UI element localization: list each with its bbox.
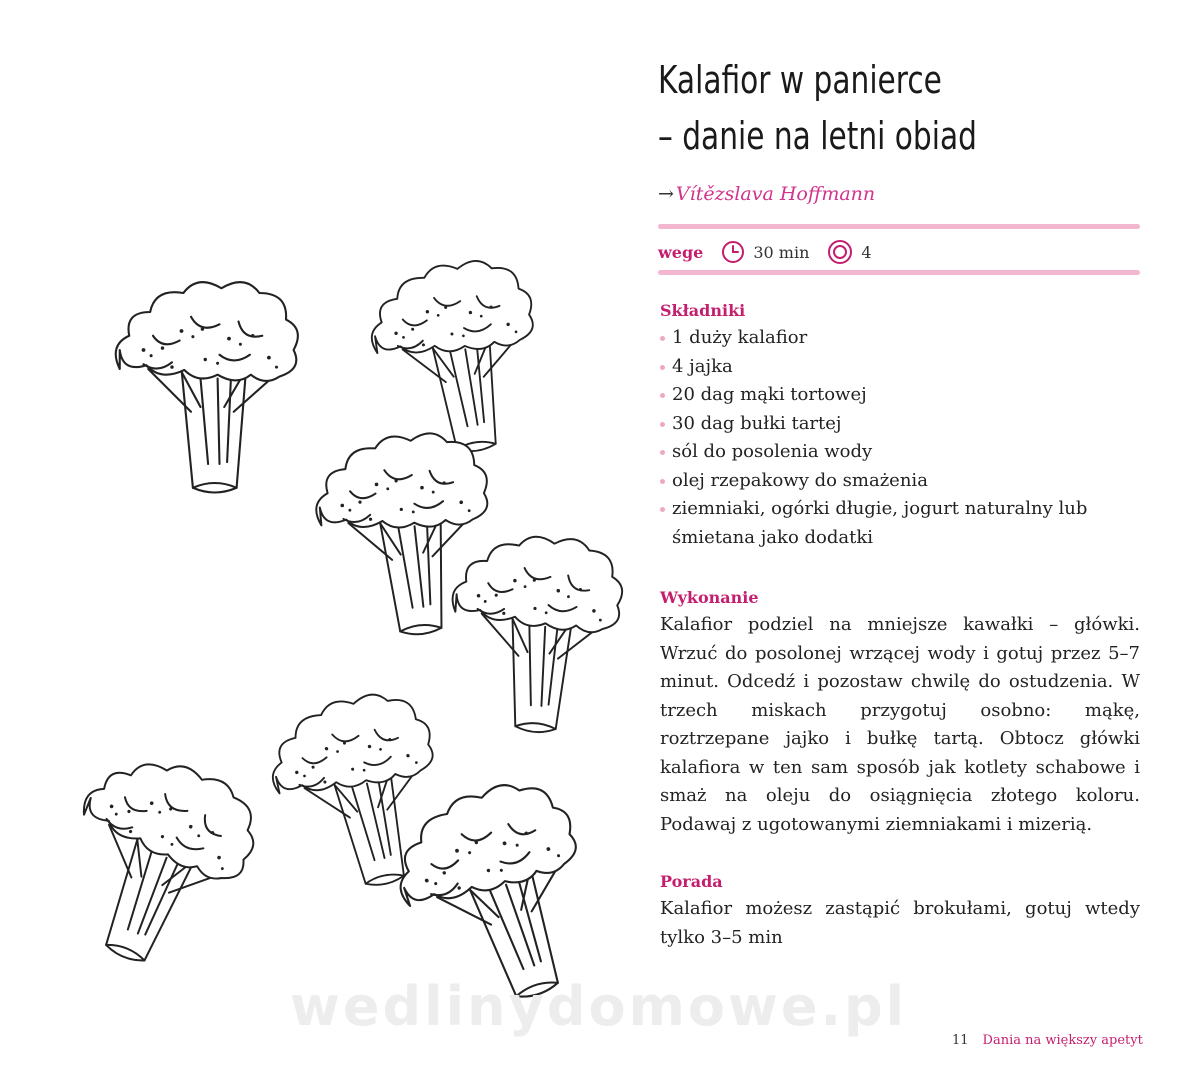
author-name: Vítězslava Hoffmann — [675, 183, 876, 205]
ingredients-section — [660, 298, 1140, 552]
tip-section — [660, 869, 1140, 952]
method-heading: Wykonanie — [660, 588, 759, 607]
page-number: 11 — [952, 1033, 969, 1048]
page-footer — [952, 1033, 1143, 1048]
list-item: 30 dag bułki tartej — [660, 410, 1140, 439]
list-item: olej rzepakowy do smażenia — [660, 467, 1140, 496]
clock-icon — [721, 240, 745, 264]
arrow-icon: → — [658, 183, 674, 205]
title-line-1: Kalafior w panierce — [658, 58, 942, 102]
author — [658, 183, 875, 205]
title-line-2: – danie na letni obiad — [658, 114, 977, 158]
list-item: 4 jajka — [660, 353, 1140, 382]
servings: 4 — [861, 242, 872, 262]
section-name: Dania na większy apetyt — [982, 1033, 1143, 1048]
recipe-meta — [658, 239, 890, 265]
list-item: sól do posolenia wody — [660, 438, 1140, 467]
method-text: Kalafior podziel na mniejsze kawałki – główki. Wrzuć do posolonej wrzącej wody i gotuj przez 5–7 minut. Odcedź i pozostaw chwilę do ostudzenia. W trzech miskach przygotuj osobno: mąkę, roztrzepane jajko i bułkę tartą. Obtocz główki kalafiora w ten sam sposób jak kotlety schabowe i smaż na oleju do osiągnięcia złotego koloru. Podawaj z ugotowanymi ziemniakami i mizerią. — [660, 614, 1140, 835]
diet-tag: wege — [658, 242, 704, 262]
divider-bottom — [658, 270, 1140, 275]
tip-heading: Porada — [660, 872, 723, 891]
ingredients-list — [660, 324, 1140, 552]
servings-icon — [827, 239, 853, 265]
tip-text: Kalafior możesz zastąpić brokułami, gotuj wtedy tylko 3–5 min — [660, 898, 1140, 948]
watermark: wedlinydomowe.pl — [290, 975, 908, 1038]
list-item: 1 duży kalafior — [660, 324, 1140, 353]
recipe-title — [658, 52, 1064, 164]
divider-top — [658, 224, 1140, 229]
method-section — [660, 585, 1140, 839]
list-item: 20 dag mąki tortowej — [660, 381, 1140, 410]
prep-time: 30 min — [753, 242, 810, 262]
list-item: ziemniaki, ogórki długie, jogurt naturalny lub śmietana jako dodatki — [660, 495, 1140, 552]
ingredients-heading: Składniki — [660, 301, 746, 320]
